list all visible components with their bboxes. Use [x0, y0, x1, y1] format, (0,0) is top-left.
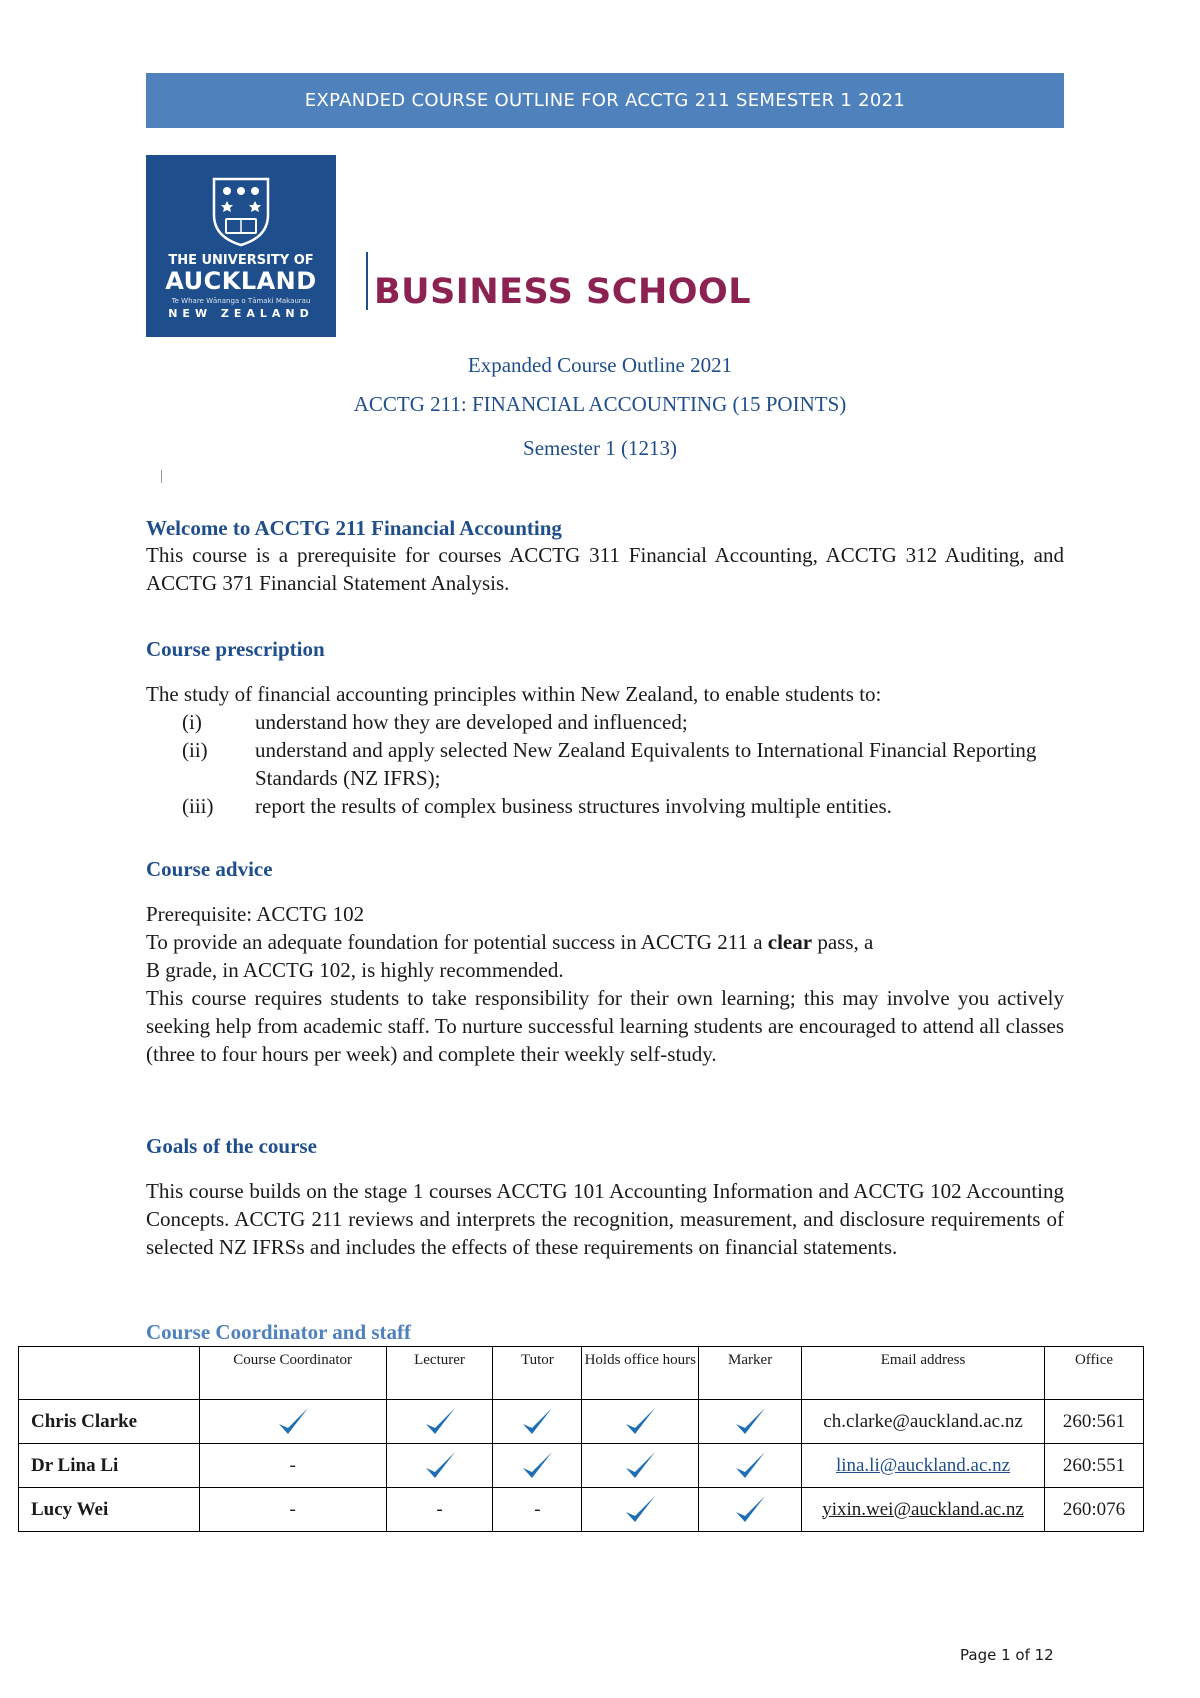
checkmark-icon: [622, 1404, 658, 1440]
cell-office-hours: [582, 1488, 699, 1532]
column-header-coordinator: Course Coordinator: [199, 1347, 386, 1400]
staff-name: Dr Lina Li: [19, 1444, 200, 1488]
column-header-lecturer: Lecturer: [386, 1347, 493, 1400]
staff-table: [18, 1346, 1144, 1532]
logo-divider: [366, 252, 368, 310]
cell-email: [802, 1444, 1045, 1488]
cell-office-hours: [582, 1444, 699, 1488]
staff-name: Lucy Wei: [19, 1488, 200, 1532]
text-cursor-mark: [161, 470, 162, 483]
column-header-office: Office: [1045, 1347, 1144, 1400]
advice-section: [146, 857, 1064, 882]
cell-lecturer: [386, 1400, 493, 1444]
list-item-text: understand how they are developed and influenced;: [255, 710, 688, 734]
prescription-intro-wrap: [146, 680, 1064, 708]
checkmark-icon: [519, 1448, 555, 1484]
checkmark-icon: [519, 1404, 555, 1440]
logo-text-nz: NEW ZEALAND: [168, 307, 314, 320]
advice-heading: Course advice: [146, 857, 273, 881]
column-header-marker: Marker: [699, 1347, 802, 1400]
cell-lecturer: [386, 1444, 493, 1488]
checkmark-icon: [422, 1404, 458, 1440]
logo-text-auckland: AUCKLAND: [165, 267, 317, 295]
checkmark-icon: [275, 1404, 311, 1440]
cell-tutor: [493, 1444, 582, 1488]
column-header-tutor: Tutor: [493, 1347, 582, 1400]
list-item-text: report the results of complex business structures involving multiple entities.: [255, 794, 892, 818]
list-item-number: (i): [182, 710, 202, 734]
cell-office-hours: [582, 1400, 699, 1444]
welcome-section: [146, 516, 1064, 597]
column-header-email: Email address: [802, 1347, 1045, 1400]
cell-marker: [699, 1444, 802, 1488]
header-banner: EXPANDED COURSE OUTLINE FOR ACCTG 211 SEMESTER 1 2021: [146, 73, 1064, 128]
cell-lecturer: -: [386, 1488, 493, 1532]
cell-email: [802, 1488, 1045, 1532]
staff-name: Chris Clarke: [19, 1400, 200, 1444]
checkmark-icon: [422, 1448, 458, 1484]
cell-email: [802, 1400, 1045, 1444]
list-item: [146, 736, 1064, 792]
goals-section: [146, 1134, 1064, 1159]
advice-body: This course requires students to take responsibility for their own learning; this may involve you actively seeking help from academic staff. To nurture successful learning students are encouraged to attend all classes (three to four hours per week) and complete their weekly self-study.: [146, 986, 1064, 1066]
checkmark-icon: [622, 1448, 658, 1484]
advice-recommendation: [146, 928, 1064, 956]
list-item-text: understand and apply selected New Zealand Equivalents to International Financial Reporting Standards (NZ IFRS);: [255, 738, 1037, 790]
page-number: Page 1 of 12: [960, 1646, 1054, 1664]
advice-prereq: Prerequisite: ACCTG 102: [146, 902, 365, 926]
email-text: yixin.wei@auckland.ac.nz: [822, 1498, 1024, 1520]
column-header-office-hours: Holds office hours: [582, 1347, 699, 1400]
logo-text-maori: Te Whare Wānanga o Tāmaki Makaurau: [171, 297, 311, 305]
cell-office: 260:076: [1045, 1488, 1144, 1532]
university-crest-icon: [210, 175, 272, 247]
prescription-intro: The study of financial accounting principles within New Zealand, to enable students to:: [146, 682, 882, 706]
cell-tutor: -: [493, 1488, 582, 1532]
table-header-row: [19, 1347, 1144, 1400]
advice-text-b: pass, a: [812, 930, 874, 954]
table-row: [19, 1400, 1144, 1444]
checkmark-icon: [732, 1404, 768, 1440]
email-link[interactable]: lina.li@auckland.ac.nz: [835, 1454, 1011, 1476]
checkmark-icon: [732, 1448, 768, 1484]
table-row: [19, 1488, 1144, 1532]
advice-body-wrap: [146, 900, 1064, 1068]
list-item-number: (iii): [182, 794, 214, 818]
course-title: ACCTG 211: FINANCIAL ACCOUNTING (15 POINTS): [353, 392, 847, 416]
cell-office: 260:561: [1045, 1400, 1144, 1444]
cell-coordinator: -: [199, 1444, 386, 1488]
list-item: [146, 708, 1064, 736]
prescription-heading: Course prescription: [146, 637, 325, 661]
list-item-number: (ii): [182, 738, 208, 762]
semester-title: Semester 1 (1213): [523, 436, 677, 460]
advice-text-a: To provide an adequate foundation for potential success in ACCTG 211 a: [146, 930, 768, 954]
column-header-name: [19, 1347, 200, 1400]
cell-tutor: [493, 1400, 582, 1444]
email-text: ch.clarke@auckland.ac.nz: [823, 1410, 1023, 1432]
list-item: [146, 792, 1064, 820]
checkmark-icon: [732, 1492, 768, 1528]
goals-body-wrap: [146, 1177, 1064, 1261]
welcome-heading: Welcome to ACCTG 211 Financial Accounting: [146, 516, 562, 540]
prescription-list: [146, 708, 1064, 820]
advice-text-bold: clear: [767, 930, 813, 954]
university-logo: [146, 155, 336, 337]
prescription-section: [146, 637, 1064, 662]
checkmark-icon: [622, 1492, 658, 1528]
staff-heading: Course Coordinator and staff: [146, 1320, 412, 1344]
cell-coordinator: [199, 1400, 386, 1444]
cell-marker: [699, 1488, 802, 1532]
welcome-body: This course is a prerequisite for courses ACCTG 311 Financial Accounting, ACCTG 312 Auditing, and ACCTG 371 Financial Statement Analysis.: [146, 543, 1064, 595]
cell-coordinator: -: [199, 1488, 386, 1532]
school-name: BUSINESS SCHOOL: [374, 272, 752, 312]
outline-title: Expanded Course Outline 2021: [467, 353, 733, 377]
logo-text-university: THE UNIVERSITY OF: [168, 253, 314, 268]
goals-heading: Goals of the course: [146, 1134, 317, 1158]
goals-body: This course builds on the stage 1 courses ACCTG 101 Accounting Information and ACCTG 102 Accounting Concepts. ACCTG 211 reviews and interprets the recognition, measurement, and disclosure requirements of selected NZ IFRSs and includes the effects of these requirements on financial statements.: [146, 1179, 1064, 1259]
table-row: [19, 1444, 1144, 1488]
advice-grade: B grade, in ACCTG 102, is highly recommended.: [146, 958, 564, 982]
cell-office: 260:551: [1045, 1444, 1144, 1488]
cell-marker: [699, 1400, 802, 1444]
